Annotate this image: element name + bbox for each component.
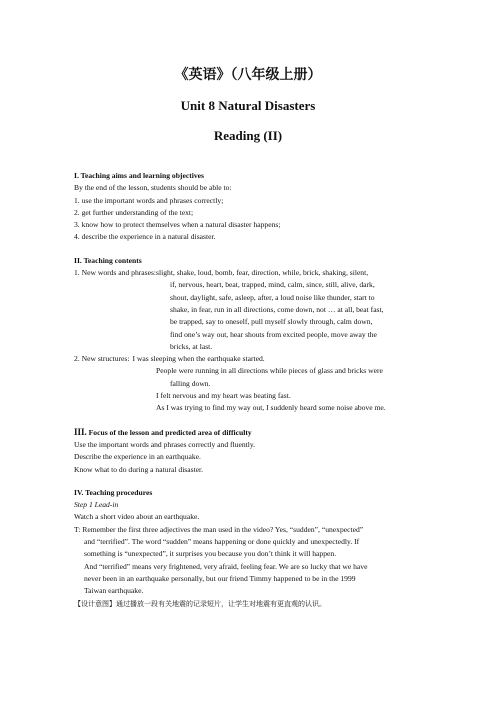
section-2-title: II. Teaching contents (74, 255, 142, 265)
new-words-label: 1. New words and phrases: (74, 268, 157, 278)
focus-line: Describe the experience in an earthquake. (74, 452, 201, 462)
step-title: Step 1 Lead-in (74, 500, 119, 510)
teacher-line: And “terrified” means very frightened, very afraid, feeling fear. We are so lucky that we have (84, 561, 368, 571)
objective-item: 1. use the important words and phrases correctly; (74, 195, 224, 205)
structure-line: I was sleeping when the earthquake started. (132, 354, 265, 364)
objective-item: 4. describe the experience in a natural disaster. (74, 232, 216, 242)
lesson-title: Reading (II) (213, 128, 283, 143)
teacher-line: never been in an earthquake personally, but our friend Timmy happened to be in the 1999 (84, 573, 356, 583)
objective-item: 3. know how to protect themselves when a natural disaster happens; (74, 220, 281, 230)
section-1-intro: By the end of the lesson, students should be able to: (74, 183, 232, 193)
teacher-line: Taiwan earthquake. (84, 586, 144, 596)
structure-line: I felt nervous and my heart was beating fast. (156, 391, 291, 401)
section-3-heading: Focus of the lesson and predicted area of difficulty (86, 427, 252, 437)
book-title: 《英语》（八年级上册） (174, 67, 322, 83)
unit-title: Unit 8 Natural Disasters (180, 98, 316, 113)
watch-instruction: Watch a short video about an earthquake. (74, 512, 200, 522)
objective-item: 2. get further understanding of the text; (74, 207, 194, 217)
focus-line: Know what to do during a natural disaster. (74, 464, 204, 474)
new-structures-block (74, 353, 422, 365)
new-words-line: slight, shake, loud, bomb, fear, direction, while, brick, shaking, silent, (156, 268, 369, 278)
structure-line: People were running in all directions while pieces of glass and bricks were (156, 366, 383, 376)
new-words-line: find one’s way out, hear shouts from excited people, move away the (170, 329, 377, 339)
structure-line: falling down. (170, 378, 211, 388)
new-words-line: if, nervous, heart, beat, trapped, mind, calm, since, still, alive, dark, (170, 280, 375, 290)
teacher-line: something is “unexpected”, it surprises you because you don’t think it will happen. (84, 549, 337, 559)
new-words-line: bricks, at last. (170, 341, 213, 351)
focus-line: Use the important words and phrases correctly and fluently. (74, 439, 256, 449)
new-words-line: be trapped, say to oneself, pull myself slowly through, calm down, (170, 317, 373, 327)
section-3-title (74, 426, 422, 439)
teacher-line: T: Remember the first three adjectives the man used in the video? Yes, “sudden”, “unexpected” (74, 524, 364, 534)
new-words-line: shake, in fear, run in all directions, come down, not … at all, beat fast, (170, 304, 384, 314)
new-structures-label: 2. New structures: (74, 354, 130, 364)
section-1-title: I. Teaching aims and learning objectives (74, 171, 204, 180)
new-words-line: shout, daylight, safe, asleep, after, a loud noise like thunder, start to (170, 292, 375, 302)
new-words-block (74, 267, 422, 279)
structure-line: As I was trying to find my way out, I suddenly heard some noise above me. (156, 403, 386, 413)
document-body (74, 170, 422, 610)
teacher-line: and “terrified”. The word “sudden” means happening or done quickly and unexpectedly. If (84, 537, 360, 547)
section-3-numeral: III. (74, 426, 87, 437)
design-note: 【设计意图】通过播放一段有关地震的记录短片，让学生对地震有更直观的认识。 (74, 599, 326, 608)
section-4-title: IV. Teaching procedures (74, 487, 153, 497)
